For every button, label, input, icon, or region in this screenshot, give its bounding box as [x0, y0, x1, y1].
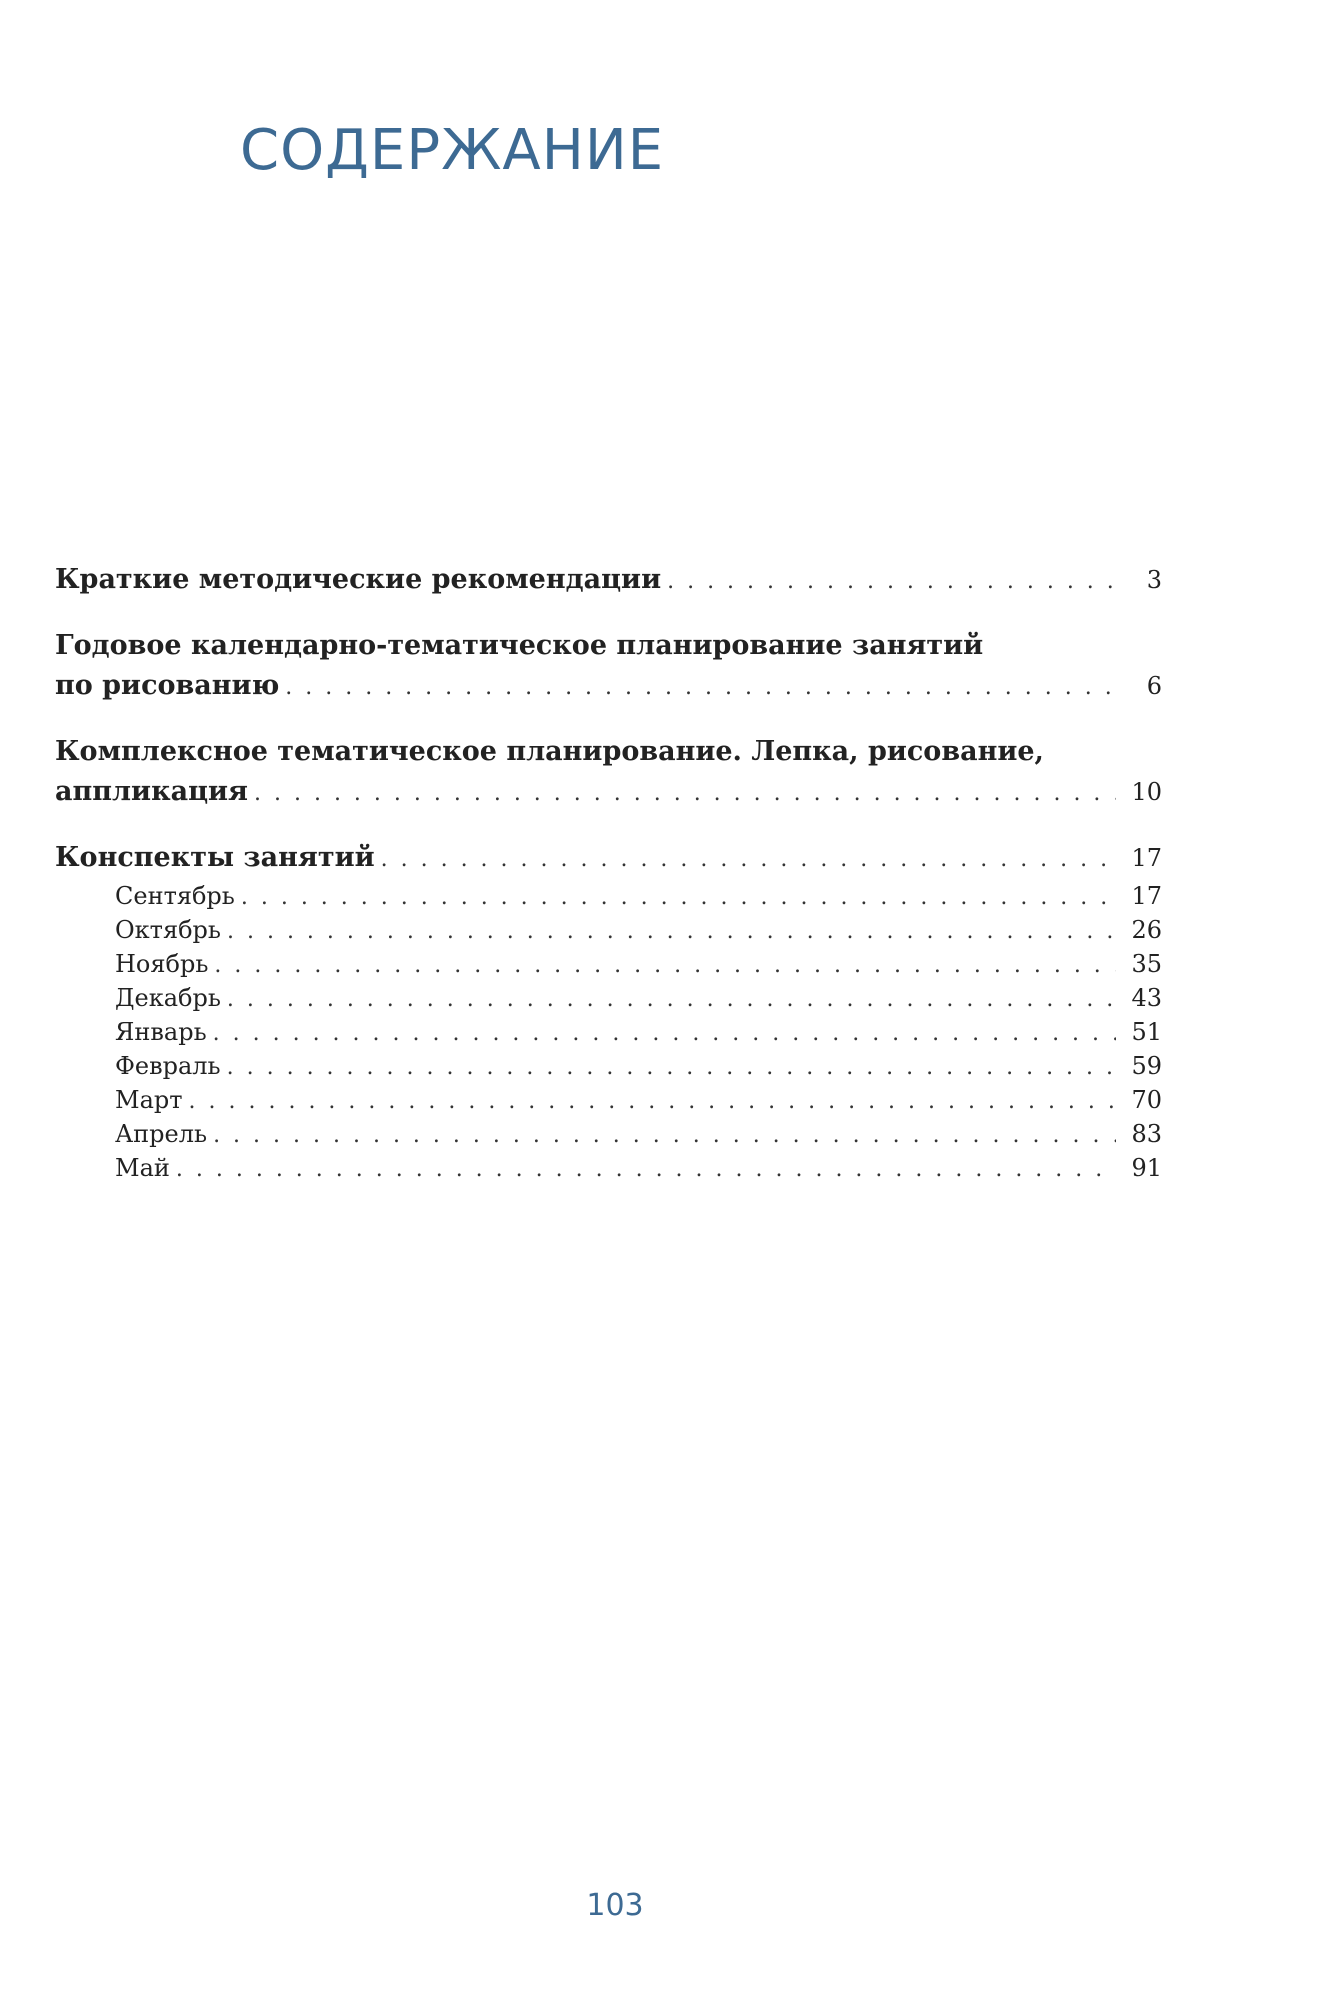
toc-page-number: 70 [1131, 1086, 1162, 1114]
toc-page-number: 26 [1131, 916, 1162, 944]
toc-line [55, 666, 1162, 708]
toc-entry-recommendations[interactable] [55, 560, 1162, 602]
toc-line [55, 772, 1162, 814]
toc-page-number: 91 [1131, 1154, 1162, 1182]
toc-entry-title-line-1: Годовое календарно-тематическое планирование занятий [55, 630, 984, 661]
dot-leader [213, 1119, 1116, 1152]
toc-subentry-november[interactable] [55, 948, 1162, 982]
toc-subentry-label: Февраль [115, 1052, 221, 1080]
dot-leader [254, 774, 1116, 814]
dot-leader [213, 1017, 1116, 1050]
dot-leader [227, 983, 1116, 1016]
page-number: 103 [586, 1888, 644, 1923]
toc-page-number: 10 [1131, 778, 1162, 806]
toc-entry-title-line-1: Комплексное тематическое планирование. Лепка, рисование, [55, 736, 1044, 767]
toc-entry-title: Краткие методические рекомендации [55, 564, 662, 595]
toc-page-number: 17 [1131, 844, 1162, 872]
toc-page-number: 59 [1131, 1052, 1162, 1080]
toc-entry-title-line-2: аппликация [55, 776, 248, 807]
toc-page-number: 17 [1131, 882, 1162, 910]
dot-leader [227, 915, 1116, 948]
dot-leader [214, 949, 1116, 982]
toc-subentry-march[interactable] [55, 1084, 1162, 1118]
toc-subentry-october[interactable] [55, 914, 1162, 948]
dot-leader [227, 1051, 1116, 1084]
toc-subentry-label: Сентябрь [115, 882, 235, 910]
dot-leader [189, 1085, 1116, 1118]
toc-subentries [55, 880, 1162, 1186]
page-title: СОДЕРЖАНИЕ [240, 118, 665, 183]
toc-subentry-label: Март [115, 1086, 183, 1114]
toc-line [55, 560, 1162, 602]
toc-subentry-january[interactable] [55, 1016, 1162, 1050]
toc-subentry-september[interactable] [55, 880, 1162, 914]
toc-entry-complex-planning[interactable] [55, 732, 1162, 814]
dot-leader [381, 840, 1116, 880]
toc-subentry-may[interactable] [55, 1152, 1162, 1186]
toc-entry-annual-planning[interactable] [55, 626, 1162, 708]
toc-subentry-label: Апрель [115, 1120, 208, 1148]
toc-page-number: 6 [1146, 672, 1162, 700]
toc-subentry-april[interactable] [55, 1118, 1162, 1152]
toc-page-number: 3 [1146, 566, 1162, 594]
toc-subentry-label: Ноябрь [115, 950, 209, 978]
dot-leader [176, 1153, 1116, 1186]
dot-leader [285, 668, 1116, 708]
toc-entry-title-line-2: по рисованию [55, 670, 280, 701]
toc-subentry-label: Декабрь [115, 984, 221, 1012]
toc-subentry-label: Май [115, 1154, 170, 1182]
toc-subentry-label: Январь [115, 1018, 207, 1046]
dot-leader [667, 562, 1116, 602]
dot-leader [241, 881, 1116, 914]
toc-page-number: 83 [1131, 1120, 1162, 1148]
toc-page-number: 51 [1131, 1018, 1162, 1046]
toc-page-number: 35 [1131, 950, 1162, 978]
toc-subentry-label: Октябрь [115, 916, 221, 944]
toc-page-number: 43 [1131, 984, 1162, 1012]
toc-entry-lesson-notes[interactable] [55, 838, 1162, 1186]
toc-subentry-december[interactable] [55, 982, 1162, 1016]
toc-entry-title: Конспекты занятий [55, 842, 375, 873]
toc-subentry-february[interactable] [55, 1050, 1162, 1084]
table-of-contents [55, 560, 1162, 1186]
toc-line [55, 838, 1162, 880]
